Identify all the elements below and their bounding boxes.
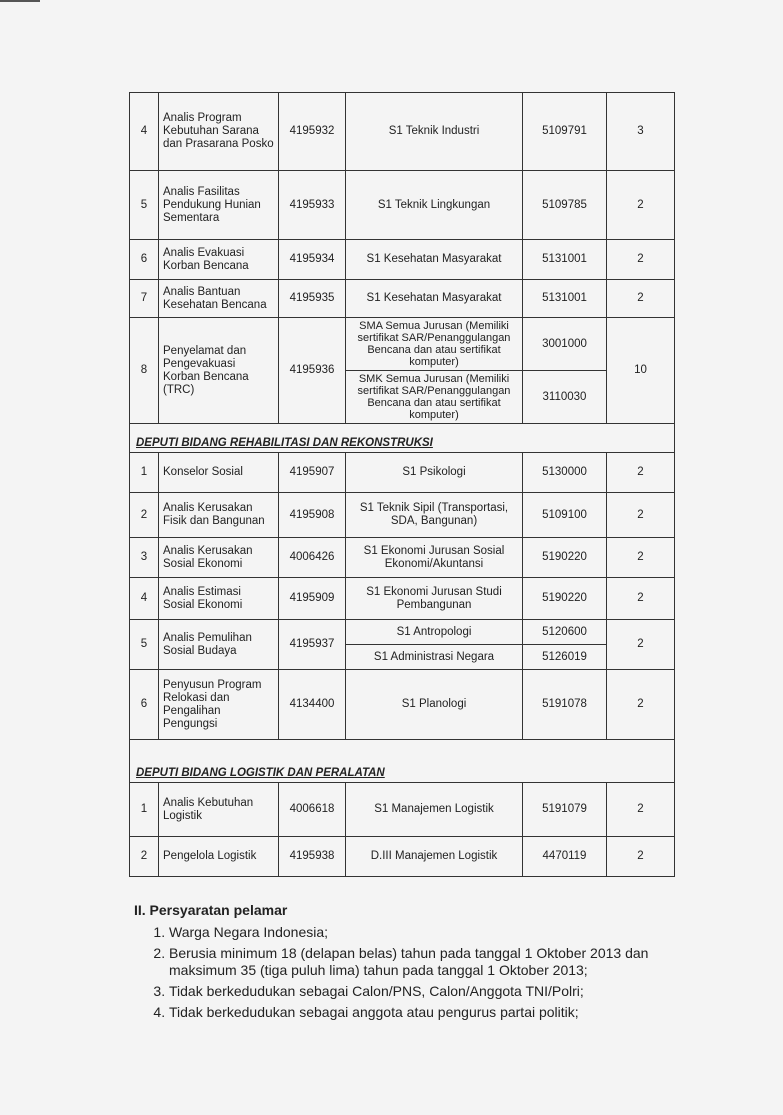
education: S1 Kesehatan Masyarakat	[346, 280, 523, 318]
quota: 2	[607, 280, 675, 318]
education: D.III Manajemen Logistik	[346, 837, 523, 877]
education: S1 Psikologi	[346, 453, 523, 493]
row-number: 3	[130, 538, 159, 578]
row-number: 5	[130, 620, 159, 670]
position-code: 4195938	[279, 837, 346, 877]
table-row	[130, 493, 675, 538]
position-name: Konselor Sosial	[159, 453, 279, 493]
position-code: 4195907	[279, 453, 346, 493]
position-code: 4195937	[279, 620, 346, 670]
education-code: 5131001	[523, 240, 607, 280]
education-code: 3001000	[523, 318, 607, 371]
quota: 2	[607, 620, 675, 670]
position-name: Analis Kerusakan Fisik dan Bangunan	[159, 493, 279, 538]
education-code: 5109100	[523, 493, 607, 538]
education: S1 Teknik Lingkungan	[346, 171, 523, 240]
table-row	[130, 670, 675, 740]
requirements-section	[134, 902, 694, 1025]
row-number: 4	[130, 578, 159, 620]
section-title: DEPUTI BIDANG REHABILITASI DAN REKONSTRUKSI	[130, 424, 675, 453]
position-name: Analis Pemulihan Sosial Budaya	[159, 620, 279, 670]
position-name: Pengelola Logistik	[159, 837, 279, 877]
list-item: 3. Tidak berkedudukan sebagai Calon/PNS, Calon/Anggota TNI/Polri;	[169, 983, 694, 1000]
education: S1 Kesehatan Masyarakat	[346, 240, 523, 280]
education-code: 5120600	[523, 620, 607, 645]
education-code: 5131001	[523, 280, 607, 318]
table-row	[130, 578, 675, 620]
position-name: Analis Bantuan Kesehatan Bencana	[159, 280, 279, 318]
position-code: 4195935	[279, 280, 346, 318]
list-item: 4. Tidak berkedudukan sebagai anggota atau pengurus partai politik;	[169, 1004, 694, 1021]
education-code: 5190220	[523, 538, 607, 578]
position-name: Analis Estimasi Sosial Ekonomi	[159, 578, 279, 620]
row-number: 4	[130, 93, 159, 171]
table-row	[130, 280, 675, 318]
quota: 3	[607, 93, 675, 171]
requirements-list	[134, 924, 694, 1021]
table-row	[130, 620, 675, 645]
position-code: 4195908	[279, 493, 346, 538]
quota: 2	[607, 493, 675, 538]
row-number: 5	[130, 171, 159, 240]
education: S1 Ekonomi Jurusan Studi Pembangunan	[346, 578, 523, 620]
table-row	[130, 171, 675, 240]
row-number: 7	[130, 280, 159, 318]
table-row	[130, 837, 675, 877]
formation-table	[129, 92, 675, 877]
table-row	[130, 240, 675, 280]
table-row	[130, 783, 675, 837]
table-row	[130, 318, 675, 371]
education: S1 Teknik Industri	[346, 93, 523, 171]
position-code: 4195936	[279, 318, 346, 424]
education-code: 5126019	[523, 645, 607, 670]
position-code: 4006426	[279, 538, 346, 578]
row-number: 2	[130, 493, 159, 538]
row-number: 6	[130, 670, 159, 740]
quota: 2	[607, 783, 675, 837]
list-item: 1. Warga Negara Indonesia;	[169, 924, 694, 941]
quota: 2	[607, 171, 675, 240]
quota: 2	[607, 538, 675, 578]
position-name: Analis Kerusakan Sosial Ekonomi	[159, 538, 279, 578]
education-code: 3110030	[523, 371, 607, 424]
section-title: DEPUTI BIDANG LOGISTIK DAN PERALATAN	[130, 740, 675, 783]
quota: 2	[607, 578, 675, 620]
row-number: 1	[130, 783, 159, 837]
position-name: Analis Fasilitas Pendukung Hunian Sementara	[159, 171, 279, 240]
row-number: 8	[130, 318, 159, 424]
table-row	[130, 538, 675, 578]
education: SMA Semua Jurusan (Memiliki sertifikat SAR/Penanggulangan Bencana dan atau sertifikat komputer)	[346, 318, 523, 371]
scan-edge-line	[0, 0, 40, 2]
position-code: 4195934	[279, 240, 346, 280]
education: S1 Teknik Sipil (Transportasi, SDA, Bangunan)	[346, 493, 523, 538]
section-header-row	[130, 740, 675, 783]
position-code: 4195933	[279, 171, 346, 240]
quota: 10	[607, 318, 675, 424]
quota: 2	[607, 240, 675, 280]
quota: 2	[607, 453, 675, 493]
position-code: 4195909	[279, 578, 346, 620]
position-name: Analis Evakuasi Korban Bencana	[159, 240, 279, 280]
row-number: 2	[130, 837, 159, 877]
row-number: 1	[130, 453, 159, 493]
position-code: 4134400	[279, 670, 346, 740]
education-code: 5109785	[523, 171, 607, 240]
education-code: 5190220	[523, 578, 607, 620]
education: S1 Ekonomi Jurusan Sosial Ekonomi/Akuntansi	[346, 538, 523, 578]
education: S1 Manajemen Logistik	[346, 783, 523, 837]
position-name: Penyelamat dan Pengevakuasi Korban Bencana (TRC)	[159, 318, 279, 424]
requirements-heading: II. Persyaratan pelamar	[134, 902, 288, 918]
list-item: 2. Berusia minimum 18 (delapan belas) tahun pada tanggal 1 Oktober 2013 dan maksimum 35 (tiga puluh lima) tahun pada tanggal 1 Oktober 2013;	[169, 945, 694, 979]
education: SMK Semua Jurusan (Memiliki sertifikat SAR/Penanggulangan Bencana dan atau sertifikat komputer)	[346, 371, 523, 424]
position-name: Analis Kebutuhan Logistik	[159, 783, 279, 837]
section-header-row	[130, 424, 675, 453]
education-code: 5191078	[523, 670, 607, 740]
education: S1 Antropologi	[346, 620, 523, 645]
education: S1 Administrasi Negara	[346, 645, 523, 670]
position-code: 4195932	[279, 93, 346, 171]
education-code: 5130000	[523, 453, 607, 493]
education: S1 Planologi	[346, 670, 523, 740]
table-row	[130, 453, 675, 493]
education-code: 4470119	[523, 837, 607, 877]
education-code: 5109791	[523, 93, 607, 171]
row-number: 6	[130, 240, 159, 280]
position-code: 4006618	[279, 783, 346, 837]
quota: 2	[607, 670, 675, 740]
table-row	[130, 93, 675, 171]
position-name: Analis Program Kebutuhan Sarana dan Prasarana Posko	[159, 93, 279, 171]
quota: 2	[607, 837, 675, 877]
position-name: Penyusun Program Relokasi dan Pengalihan Pengungsi	[159, 670, 279, 740]
education-code: 5191079	[523, 783, 607, 837]
